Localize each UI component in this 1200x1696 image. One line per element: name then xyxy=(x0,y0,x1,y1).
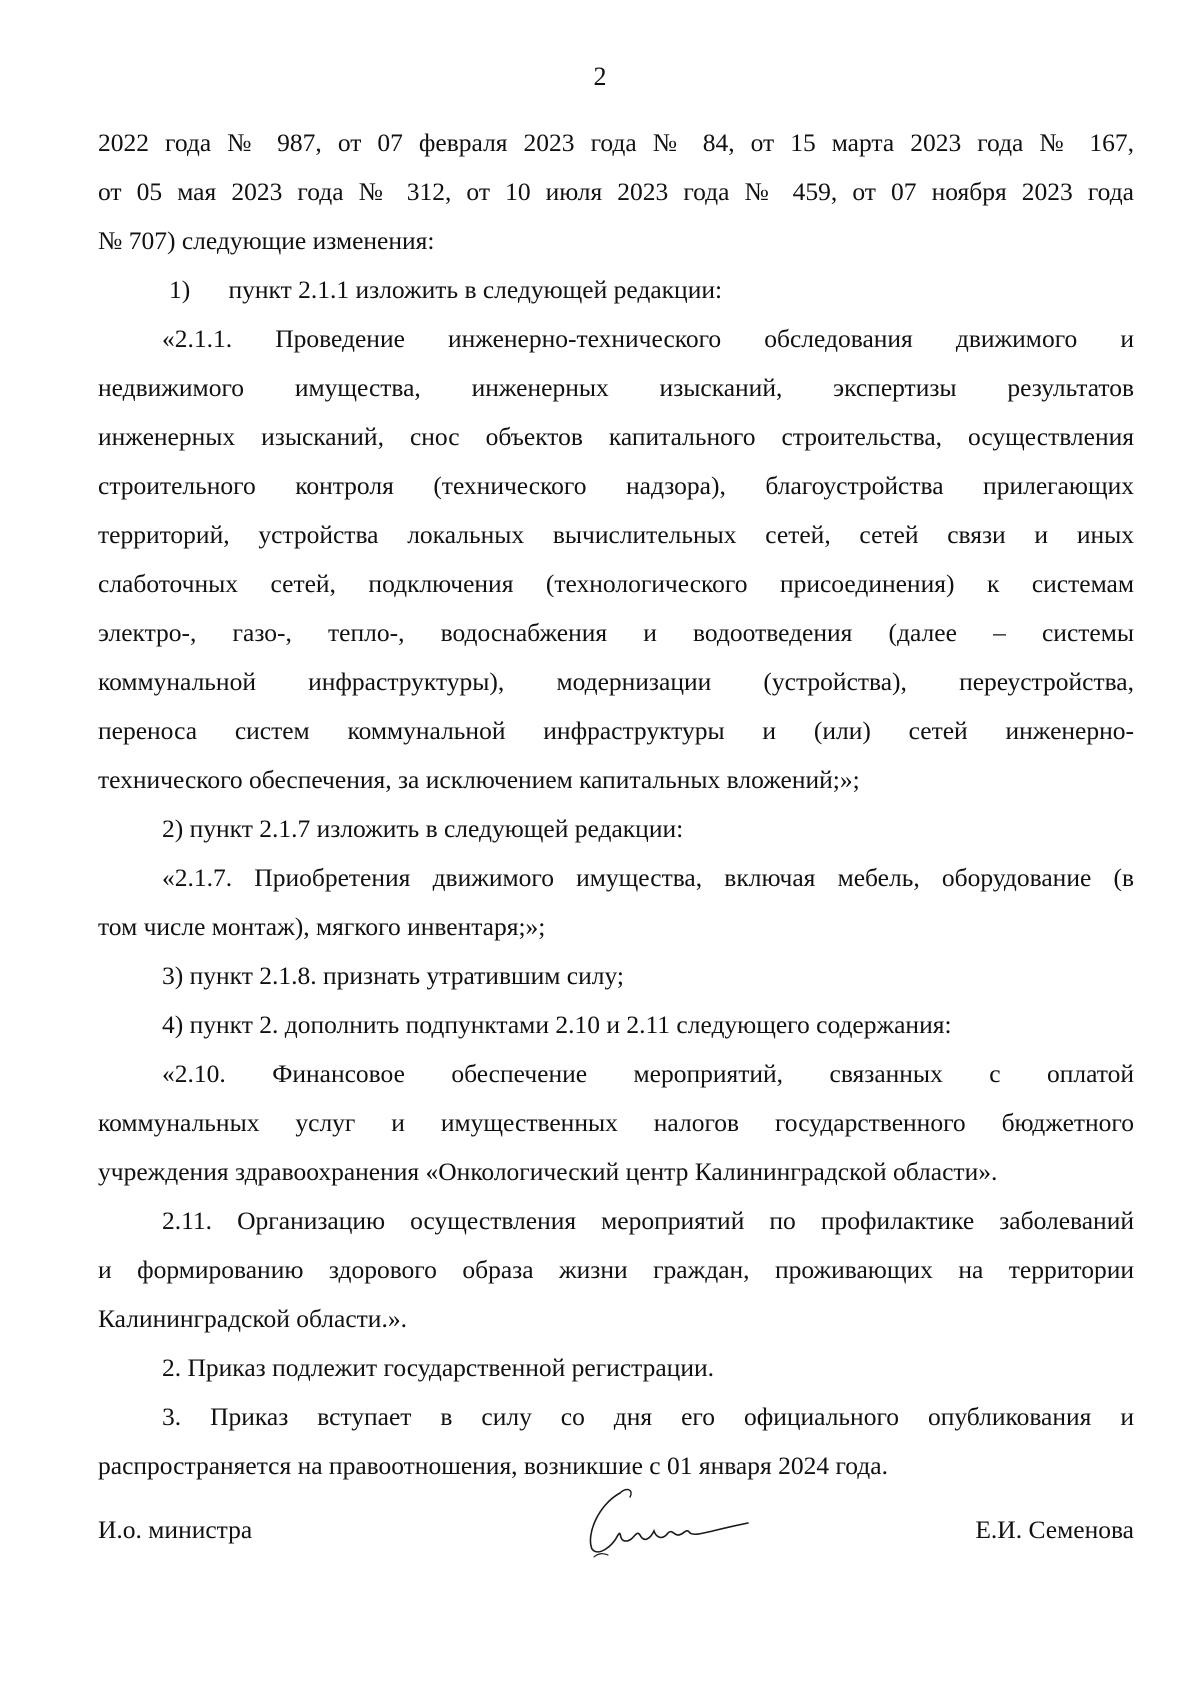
text-line: 2.11. Организацию осуществления мероприятий по профилактике заболеваний xyxy=(162,1206,1134,1235)
text-line: переноса систем коммунальной инфраструктуры и (или) сетей инженерно- xyxy=(98,716,1134,745)
list-item-1: 1) пункт 2.1.1 изложить в следующей редакции: xyxy=(169,275,723,304)
text-line: от 05 мая 2023 года № 312, от 10 июля 2023 года № 459, от 07 ноября 2023 года xyxy=(98,177,1134,206)
text-line: том числе монтаж), мягкого инвентаря;»; xyxy=(98,912,546,941)
signatory-name: Е.И. Семенова xyxy=(975,1515,1134,1544)
text-line: Калининградской области.». xyxy=(98,1304,407,1333)
handwritten-signature xyxy=(578,1475,758,1565)
page-number: 2 xyxy=(593,62,607,91)
text-line: 2022 года № 987, от 07 февраля 2023 года № 84, от 15 марта 2023 года № 167, xyxy=(98,128,1134,157)
text-line: слаботочных сетей, подключения (технологического присоединения) к системам xyxy=(98,569,1134,598)
text-line: недвижимого имущества, инженерных изысканий, экспертизы результатов xyxy=(98,373,1134,402)
text-line: «2.1.1. Проведение инженерно-технического обследования движимого и xyxy=(162,324,1134,353)
text-line: № 707) следующие изменения: xyxy=(98,226,435,255)
text-line: технического обеспечения, за исключением капитальных вложений;»; xyxy=(98,765,860,794)
text-line: инженерных изысканий, снос объектов капитального строительства, осуществления xyxy=(98,422,1134,451)
signatory-position: И.о. министра xyxy=(98,1515,253,1544)
paragraph-2: 2. Приказ подлежит государственной регистрации. xyxy=(162,1353,714,1382)
paragraph-3: 3. Приказ вступает в силу со дня его официального опубликования и xyxy=(162,1402,1134,1431)
text-line: учреждения здравоохранения «Онкологический центр Калининградской области». xyxy=(98,1157,998,1186)
text-line: и формированию здорового образа жизни граждан, проживающих на территории xyxy=(98,1255,1134,1284)
text-line: строительного контроля (технического надзора), благоустройства прилегающих xyxy=(98,471,1134,500)
list-item-3: 3) пункт 2.1.8. признать утратившим силу; xyxy=(162,961,624,990)
text-line: коммунальных услуг и имущественных налогов государственного бюджетного xyxy=(98,1108,1134,1137)
signature-block xyxy=(98,1515,1134,1595)
document-body xyxy=(98,118,1134,1490)
text-line: «2.1.7. Приобретения движимого имущества, включая мебель, оборудование (в xyxy=(162,863,1134,892)
text-line: территорий, устройства локальных вычислительных сетей, сетей связи и иных xyxy=(98,520,1134,549)
list-item-2: 2) пункт 2.1.7 изложить в следующей редакции: xyxy=(162,814,684,843)
text-line: «2.10. Финансовое обеспечение мероприятий, связанных с оплатой xyxy=(162,1059,1134,1088)
text-line: коммунальной инфраструктуры), модернизации (устройства), переустройства, xyxy=(98,667,1134,696)
text-line: распространяется на правоотношения, возникшие с 01 января 2024 года. xyxy=(98,1451,888,1480)
list-item-4: 4) пункт 2. дополнить подпунктами 2.10 и 2.11 следующего содержания: xyxy=(162,1010,952,1039)
text-line: электро-, газо-, тепло-, водоснабжения и водоотведения (далее – системы xyxy=(98,618,1134,647)
